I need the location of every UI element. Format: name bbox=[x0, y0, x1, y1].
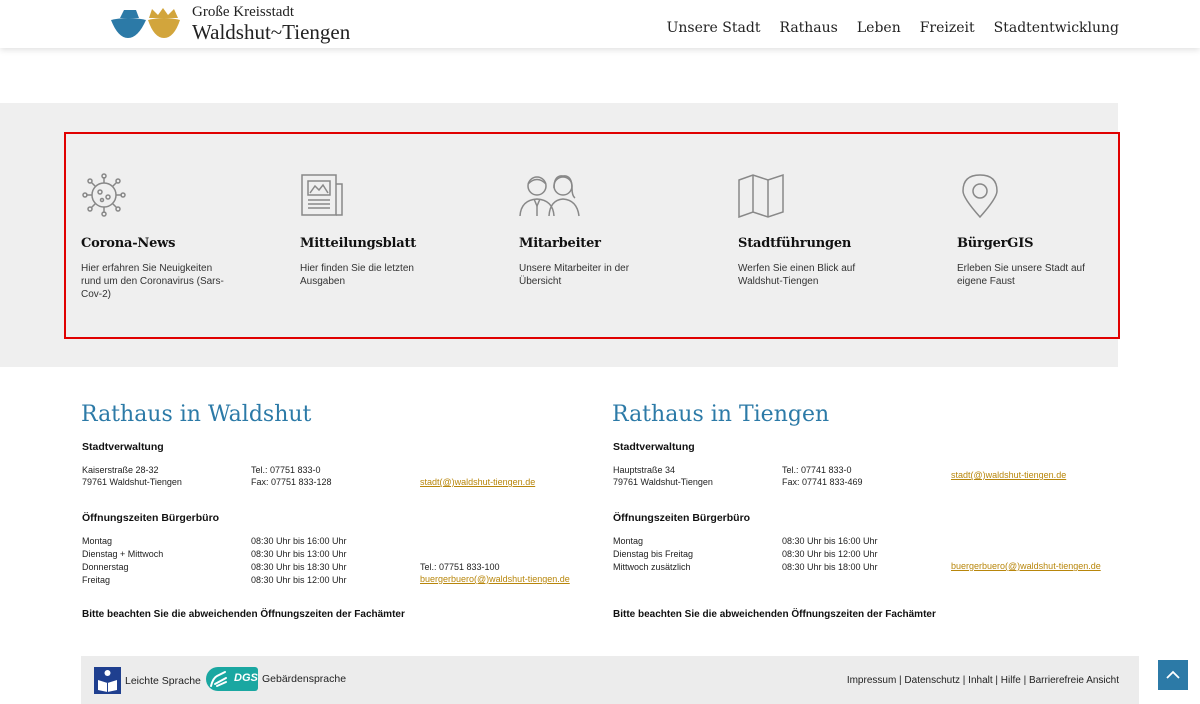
waldshut-note: Bitte beachten Sie die abweichenden Öffnungszeiten der Fachämter bbox=[82, 609, 405, 620]
tiengen-note: Bitte beachten Sie die abweichenden Öffnungszeiten der Fachämter bbox=[613, 609, 936, 620]
hours-day: Dienstag + Mittwoch bbox=[82, 549, 164, 559]
tiengen-title: Rathaus in Tiengen bbox=[612, 402, 830, 427]
feature-mitarbeiter[interactable] bbox=[519, 172, 689, 288]
feature-buergergis[interactable] bbox=[957, 172, 1127, 288]
feature-title: Stadtführungen bbox=[738, 236, 852, 251]
dgs-icon bbox=[206, 667, 258, 691]
leichte-sprache-icon bbox=[94, 667, 121, 694]
logo-title: Waldshut~Tiengen bbox=[192, 20, 351, 44]
feature-text: Hier erfahren Sie Neuigkeiten rund um den Coronavirus (Sars-Cov-2) bbox=[81, 263, 224, 300]
waldshut-buergerbuero-email-link[interactable]: buergerbuero(@)waldshut-tiengen.de bbox=[420, 574, 570, 584]
waldshut-hours-label: Öffnungszeiten Bürgerbüro bbox=[82, 512, 220, 524]
people-icon bbox=[519, 172, 581, 218]
location-pin-icon bbox=[957, 172, 1003, 218]
tiengen-hours-label: Öffnungszeiten Bürgerbüro bbox=[613, 512, 751, 524]
hours-day: Montag bbox=[82, 536, 113, 546]
feature-text: Werfen Sie einen Blick auf Waldshut-Tiengen bbox=[738, 263, 856, 287]
feature-corona-news[interactable] bbox=[81, 172, 251, 301]
tiengen-admin-label: Stadtverwaltung bbox=[613, 441, 695, 453]
feature-title: Mitarbeiter bbox=[519, 236, 601, 251]
map-icon bbox=[738, 172, 784, 218]
site-logo[interactable] bbox=[110, 4, 350, 44]
hours-day: Freitag bbox=[82, 575, 111, 585]
hours-time: 08:30 Uhr bis 16:00 Uhr bbox=[782, 536, 878, 546]
hand-icon bbox=[209, 670, 229, 688]
waldshut-admin-label: Stadtverwaltung bbox=[82, 441, 164, 453]
chevron-up-icon bbox=[1166, 670, 1180, 680]
hours-time: 08:30 Uhr bis 16:00 Uhr bbox=[251, 536, 347, 546]
nav-freizeit[interactable]: Freizeit bbox=[919, 20, 975, 36]
tiengen-email-link[interactable]: stadt(@)waldshut-tiengen.de bbox=[951, 470, 1067, 480]
hours-day: Mittwoch zusätzlich bbox=[613, 562, 691, 572]
waldshut-address-city: 79761 Waldshut-Tiengen bbox=[82, 477, 182, 487]
hours-day: Donnerstag bbox=[82, 562, 129, 572]
site-header bbox=[0, 0, 1200, 48]
feature-text: Hier finden Sie die letzten Ausgaben bbox=[300, 263, 414, 287]
hours-time: 08:30 Uhr bis 18:00 Uhr bbox=[782, 562, 878, 572]
hours-time: 08:30 Uhr bis 13:00 Uhr bbox=[251, 549, 347, 559]
tiengen-address-street: Hauptstraße 34 bbox=[613, 465, 676, 475]
feature-text: Unsere Mitarbeiter in der Übersicht bbox=[519, 263, 630, 287]
hours-time: 08:30 Uhr bis 12:00 Uhr bbox=[782, 549, 878, 559]
feature-stadtfuehrungen[interactable] bbox=[738, 172, 908, 288]
virus-icon bbox=[81, 172, 127, 218]
tiengen-tel: Tel.: 07741 833-0 bbox=[782, 465, 852, 475]
tiengen-buergerbuero-email-link[interactable]: buergerbuero(@)waldshut-tiengen.de bbox=[951, 561, 1101, 571]
main-nav bbox=[648, 20, 1119, 36]
tiengen-address-city: 79761 Waldshut-Tiengen bbox=[613, 477, 713, 487]
waldshut-tel: Tel.: 07751 833-0 bbox=[251, 465, 321, 475]
dgs-badge-text: DGS bbox=[234, 672, 258, 684]
feature-title: Corona-News bbox=[81, 236, 176, 251]
waldshut-email-link[interactable]: stadt(@)waldshut-tiengen.de bbox=[420, 477, 536, 487]
hours-day: Montag bbox=[613, 536, 644, 546]
waldshut-fax: Fax: 07751 833-128 bbox=[251, 477, 332, 487]
gebaerdensprache-link[interactable] bbox=[206, 667, 346, 691]
nav-rathaus[interactable]: Rathaus bbox=[779, 20, 838, 36]
newspaper-icon bbox=[300, 172, 346, 218]
feature-text: Erleben Sie unsere Stadt auf eigene Faust bbox=[957, 263, 1085, 287]
waldshut-address-street: Kaiserstraße 28-32 bbox=[82, 465, 159, 475]
scroll-to-top-button[interactable] bbox=[1158, 660, 1188, 690]
hours-time: 08:30 Uhr bis 18:30 Uhr bbox=[251, 562, 347, 572]
logo-emblem-icon bbox=[110, 6, 182, 42]
leichte-sprache-label: Leichte Sprache bbox=[125, 674, 201, 687]
nav-leben[interactable]: Leben bbox=[856, 20, 901, 36]
feature-title: BürgerGIS bbox=[957, 236, 1034, 251]
waldshut-title: Rathaus in Waldshut bbox=[81, 402, 312, 427]
hours-day: Dienstag bis Freitag bbox=[613, 549, 694, 559]
nav-unsere-stadt[interactable]: Unsere Stadt bbox=[666, 20, 761, 36]
nav-stadtentwicklung[interactable]: Stadtentwicklung bbox=[993, 20, 1119, 36]
gebaerdensprache-label: Gebärdensprache bbox=[262, 673, 347, 685]
footer-links[interactable]: Impressum | Datenschutz | Inhalt | Hilfe | Barrierefreie Ansicht bbox=[846, 675, 1119, 686]
feature-title: Mitteilungsblatt bbox=[300, 236, 417, 251]
tiengen-fax: Fax: 07741 833-469 bbox=[782, 477, 863, 487]
leichte-sprache-link[interactable] bbox=[94, 667, 201, 694]
logo-subtitle: Große Kreisstadt bbox=[192, 4, 295, 20]
feature-mitteilungsblatt[interactable] bbox=[300, 172, 470, 288]
hours-time: 08:30 Uhr bis 12:00 Uhr bbox=[251, 575, 347, 585]
waldshut-buergerbuero-tel: Tel.: 07751 833-100 bbox=[420, 562, 500, 572]
